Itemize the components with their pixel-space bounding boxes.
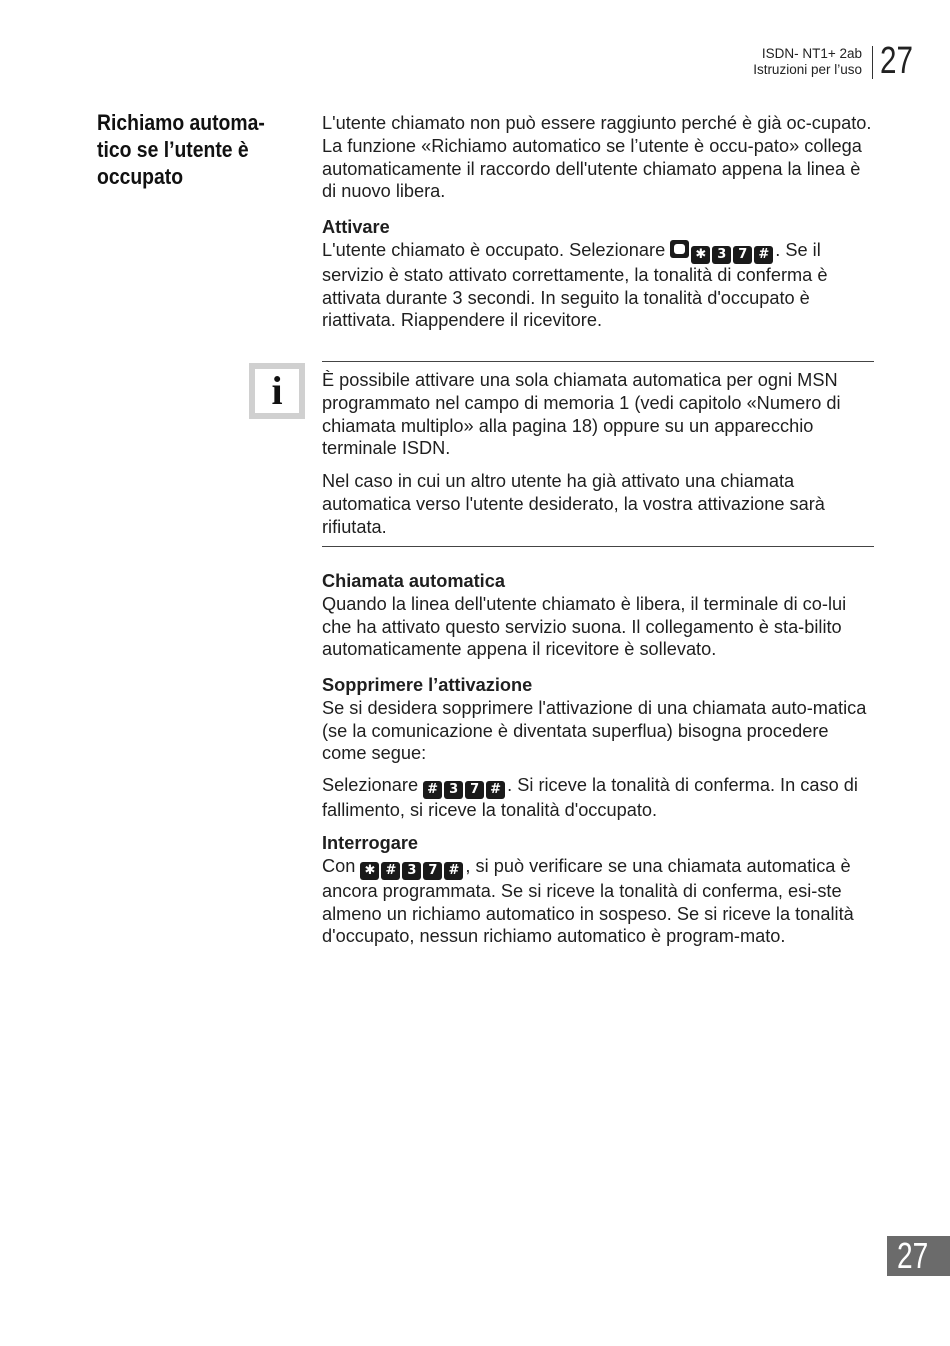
section-title: Richiamo automa-tico se l’utente è occupato [97, 110, 265, 189]
star-key-icon: ✱ [691, 246, 710, 264]
header-product: ISDN- NT1+ 2ab [761, 46, 862, 61]
attivare-section [322, 216, 874, 332]
sopprimere-select [322, 774, 874, 822]
chiamata-heading: Chiamata automatica [322, 571, 505, 591]
attivare-heading: Attivare [322, 217, 390, 237]
intro-text: L'utente chiamato non può essere raggiunto perché è già oc-cupato. La funzione «Richiamo automatico se l’utente è occu-pato» collega automaticamente il raccordo dell'utente chiamato appena la linea è di nuovo libera. [322, 113, 872, 202]
note-top-rule [322, 361, 874, 362]
chiamata-text: Quando la linea dell'utente chiamato è libera, il terminale di co-lui che ha attivato questo servizio suona. Il collegamento è sta-bilito automaticamente appena il ricevitore è sollevato. [322, 593, 847, 660]
sopprimere-text: Se si desidera sopprimere l'attivazione di una chiamata auto-matica (se la comunicazione è diventata superflua) bisogna procedere come segue: [322, 697, 867, 764]
header-subtitle: Istruzioni per l’uso [753, 62, 862, 77]
interrogare-heading: Interrogare [322, 833, 419, 853]
hash-key-icon: # [754, 246, 773, 264]
info-icon: i [249, 363, 305, 419]
sopprimere-heading: Sopprimere l’attivazione [322, 675, 533, 695]
interrogare-section [322, 832, 874, 948]
key-3: 3 [402, 862, 421, 880]
attivare-text: L'utente chiamato è occupato. Selezionare ✱ 3 7 # . Se il servizio è stato attivato correttamente, la tonalità di conferma è attivata durante 3 secondi. In seguito la tonalità d'occupato è riattivata. Riappendere il ricevitore. [322, 239, 828, 331]
key-3: 3 [444, 781, 463, 799]
intro-paragraph [322, 112, 874, 203]
key-7: 7 [423, 862, 442, 880]
header-page-number: 27 [880, 40, 913, 82]
hash-key-icon: # [423, 781, 442, 799]
hash-key-icon: # [381, 862, 400, 880]
sopprimere-select-text: Selezionare # 3 7 # . Si riceve la tonalità di conferma. In caso di fallimento, si riceve la tonalità d'occupato. [322, 775, 858, 820]
hash-key-icon: # [486, 781, 505, 799]
tab-page-number: 27 [897, 1235, 929, 1276]
running-header [753, 46, 862, 78]
note-paragraph-2: Nel caso in cui un altro utente ha già attivato una chiamata automatica verso l'utente desiderato, la vostra attivazione sarà rifiutata. [322, 471, 825, 537]
key-7: 7 [733, 246, 752, 264]
page-tab [887, 1236, 950, 1276]
note-paragraph-1: È possibile attivare una sola chiamata automatica per ogni MSN programmato nel campo di memoria 1 (vedi capitolo «Numero di chiamata multiplo» alla pagina 18) oppure su un apparecchio terminale ISDN. [322, 370, 841, 459]
key-7: 7 [465, 781, 484, 799]
hash-key-icon: # [444, 862, 463, 880]
handset-key-icon [670, 240, 689, 258]
header-divider [872, 46, 873, 79]
note-bottom-rule [322, 546, 874, 547]
sopprimere-section [322, 674, 874, 765]
interrogare-text: Con ✱ # 3 7 # , si può verificare se una chiamata automatica è ancora programmata. Se si riceve la tonalità di conferma, esi-ste almeno un richiamo automatico in sospeso. Se si riceve la tonalità d'occupato, nessun richiamo automatico è program-mato. [322, 855, 854, 947]
star-key-icon: ✱ [360, 862, 379, 880]
key-3: 3 [712, 246, 731, 264]
note-box [322, 369, 874, 539]
chiamata-section [322, 570, 874, 661]
